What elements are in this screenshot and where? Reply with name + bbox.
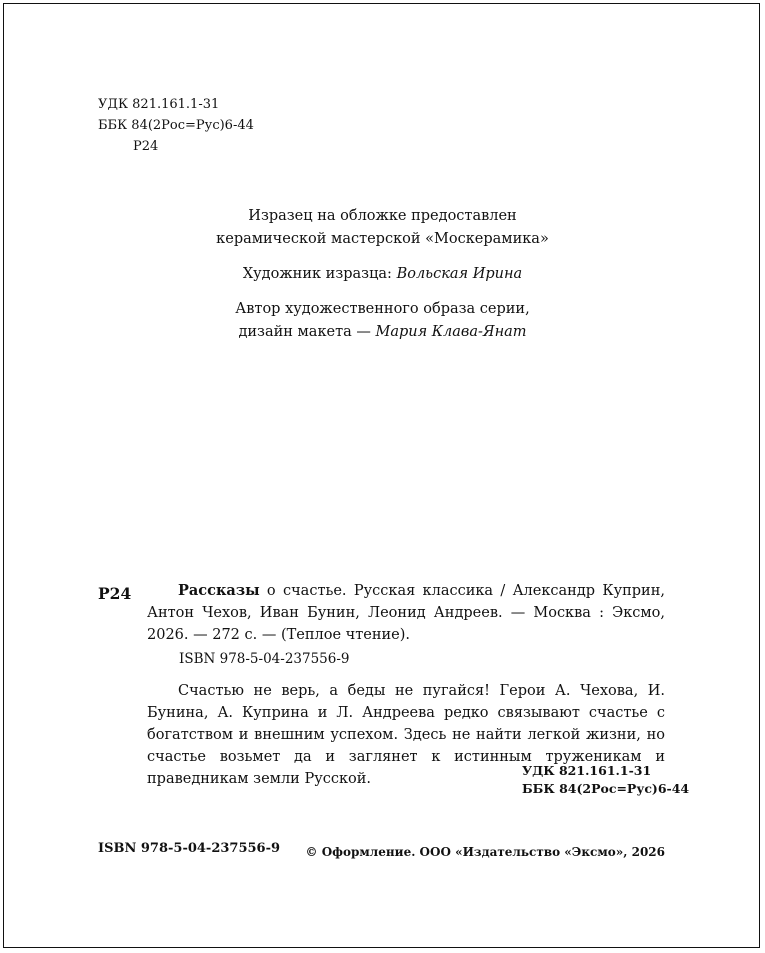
description-text: о счастье. Русская классика / Александр Куприн, Антон Чехов, Иван Бунин, Леонид Андреев. — Москва : Эксмо, 2026. — 272 с. — (Теплое чтение). xyxy=(147,583,665,643)
series-design-credit xyxy=(120,298,645,344)
design-credit-line2 xyxy=(120,321,645,344)
isbn-footer: ISBN 978-5-04-237556-9 xyxy=(98,841,281,856)
artist-name: Вольская Ирина xyxy=(396,266,523,282)
copyright-notice: © Оформление. ООО «Издательство «Эксмо», 2026 xyxy=(305,845,665,859)
author-sign: Р24 xyxy=(133,139,159,154)
udk-code-bottom: УДК 821.161.1-31 xyxy=(522,763,652,778)
bibliographic-record xyxy=(147,580,665,646)
cover-tile-credit xyxy=(120,205,645,251)
designer-name: Мария Клава-Янат xyxy=(375,324,527,340)
classification-codes-bottom xyxy=(522,762,689,798)
bibliographic-description xyxy=(147,580,665,646)
artist-label: Художник изразца: xyxy=(242,266,397,282)
isbn-record: ISBN 978-5-04-237556-9 xyxy=(179,651,350,667)
classification-codes-top xyxy=(98,94,254,157)
tile-credit-line1: Изразец на обложке предоставлен xyxy=(248,208,517,224)
bbk-code-bottom: ББК 84(2Рос=Рус)6-44 xyxy=(522,781,690,796)
book-title: Рассказы xyxy=(178,582,260,599)
tile-credit-line2: керамической мастерской «Москерамика» xyxy=(216,231,549,247)
udk-code: УДК 821.161.1-31 xyxy=(98,97,220,112)
design-label: дизайн макета — xyxy=(238,324,376,340)
shelf-mark: Р24 xyxy=(98,584,132,603)
tile-artist-credit xyxy=(120,263,645,286)
bbk-code: ББК 84(2Рос=Рус)6-44 xyxy=(98,118,254,133)
design-credit-line1: Автор художественного образа серии, xyxy=(235,301,530,317)
annotation-text: Счастью не верь, а беды не пугайся! Герои А. Чехова, И. Бунина, А. Куприна и Л. Андреева редко связывают счастье с богатством и внешним успехом. Здесь не найти легкой жизни, но счастье возьмет да и заглянет к истинным труженикам и праведникам земли Русской. xyxy=(147,683,665,787)
